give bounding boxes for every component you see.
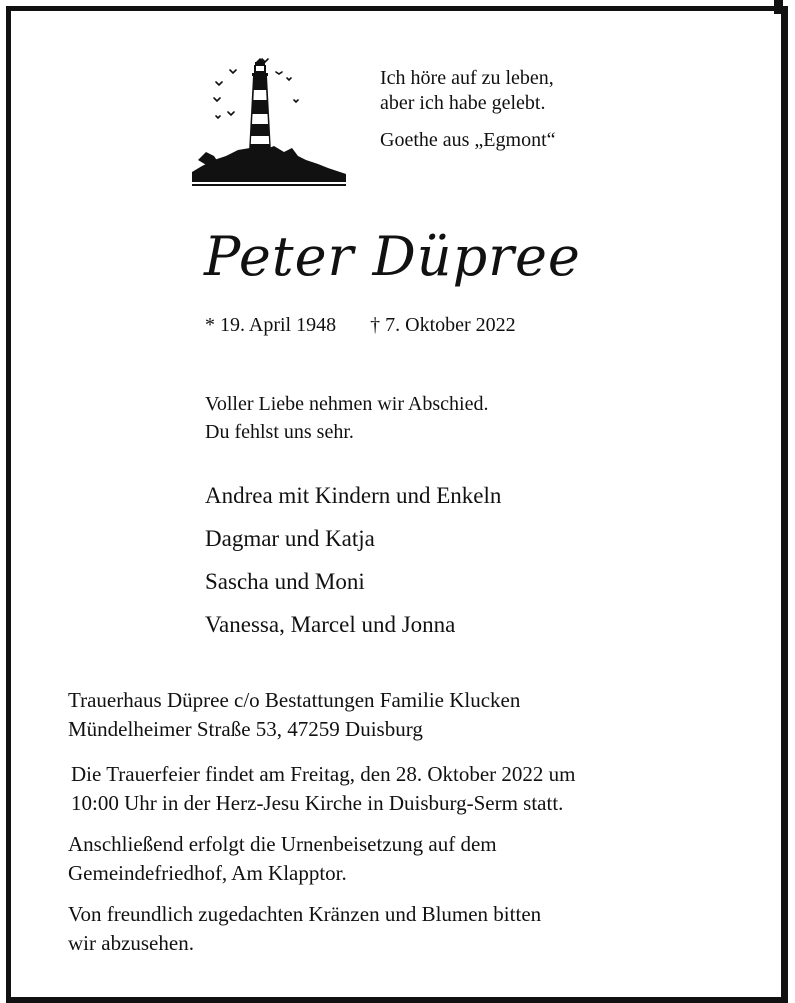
death-date: † 7. Oktober 2022 xyxy=(370,314,516,336)
goethe-quote xyxy=(380,66,556,153)
border-corner-mark xyxy=(774,0,783,14)
burial-info xyxy=(68,830,497,888)
burial-line: Gemeindefriedhof, Am Klapptor. xyxy=(68,861,347,885)
mourner: Vanessa, Marcel und Jonna xyxy=(205,612,456,637)
quote-line: Ich höre auf zu leben, xyxy=(380,67,554,89)
lighthouse-icon xyxy=(192,56,346,188)
flowers-line: wir abzusehen. xyxy=(68,931,194,955)
flowers-line: Von freundlich zugedachten Kränzen und Blumen bitten xyxy=(68,902,542,926)
mourning-house-address xyxy=(68,686,520,744)
farewell-line: Voller Liebe nehmen wir Abschied. xyxy=(205,393,489,415)
mourners-list xyxy=(205,474,501,646)
life-dates xyxy=(205,312,516,338)
mourner: Dagmar und Katja xyxy=(205,526,375,551)
mourner: Sascha und Moni xyxy=(205,569,365,594)
quote-author: Goethe aus „Egmont“ xyxy=(380,129,556,151)
farewell-text xyxy=(205,390,488,446)
quote-line: aber ich habe gelebt. xyxy=(380,92,546,114)
ceremony-line: 10:00 Uhr in der Herz-Jesu Kirche in Duisburg-Serm statt. xyxy=(71,791,564,815)
deceased-name: Peter Düpree xyxy=(204,225,581,288)
birth-date: * 19. April 1948 xyxy=(205,314,337,336)
address-line: Mündelheimer Straße 53, 47259 Duisburg xyxy=(68,717,423,741)
ceremony-line: Die Trauerfeier findet am Freitag, den 28. Oktober 2022 um xyxy=(71,762,576,786)
mourner: Andrea mit Kindern und Enkeln xyxy=(205,483,502,508)
flowers-note xyxy=(68,900,541,958)
farewell-line: Du fehlst uns sehr. xyxy=(205,421,354,443)
ceremony-info xyxy=(71,760,575,818)
address-line: Trauerhaus Düpree c/o Bestattungen Familie Klucken xyxy=(68,688,521,712)
burial-line: Anschließend erfolgt die Urnenbeisetzung auf dem xyxy=(68,832,497,856)
